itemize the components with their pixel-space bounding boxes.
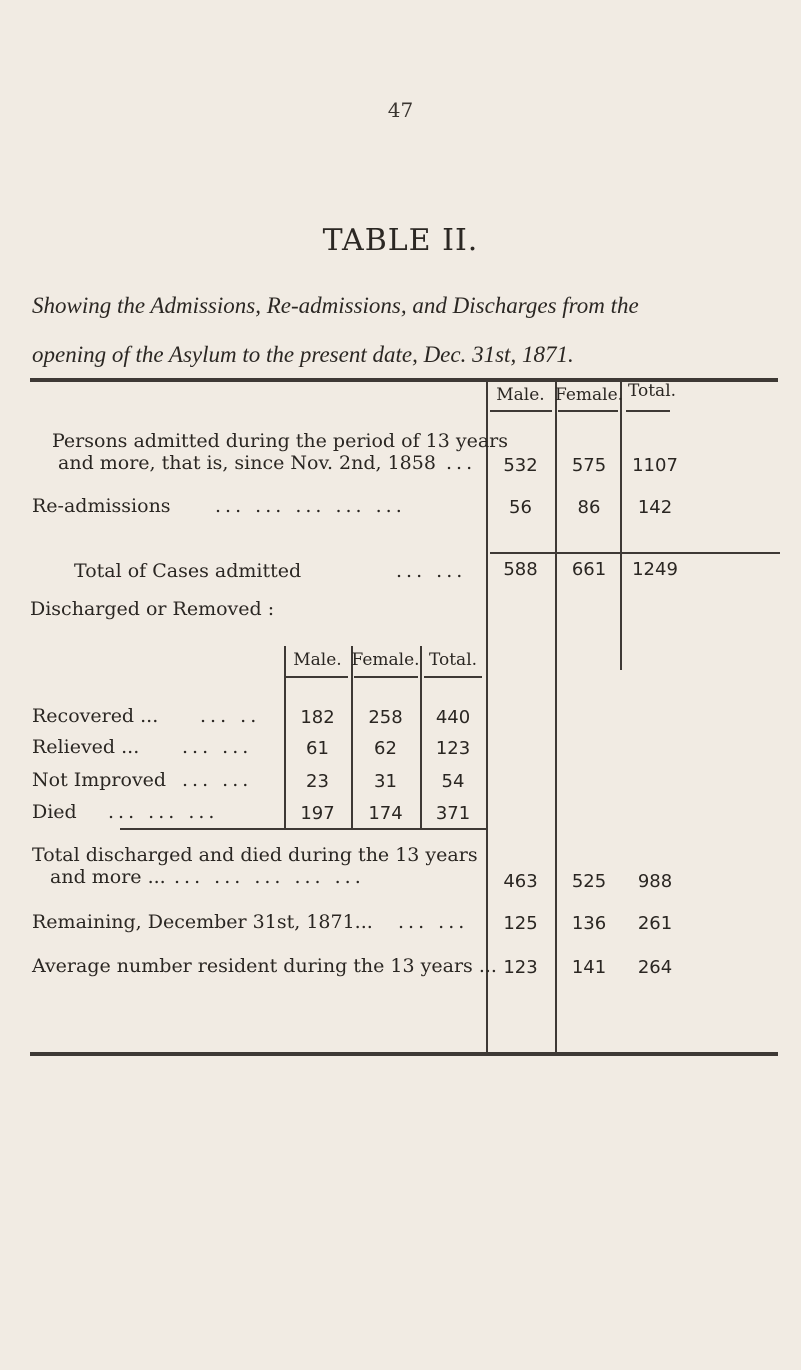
- recovered-total: 440: [435, 707, 471, 728]
- admitted-label-line-1: Persons admitted during the period of 13 years: [52, 430, 508, 452]
- sub-header-underline-total: [424, 676, 482, 678]
- column-divider-middle: [555, 380, 557, 1052]
- admitted-total: 1107: [632, 455, 678, 476]
- average-female: 141: [571, 957, 607, 978]
- total-admitted-total: 1249: [632, 559, 678, 580]
- column-divider-left: [486, 380, 488, 1052]
- relieved-leader-dots: ... ...: [182, 736, 253, 758]
- recovered-male: 182: [300, 707, 335, 728]
- readmissions-leader-dots: ... ... ... ... ...: [215, 495, 406, 517]
- table-title: TABLE II.: [322, 223, 479, 258]
- sub-header-female: Female.: [351, 650, 420, 670]
- subtitle-line-2: opening of the Asylum to the present date, Dec. 31st, 1871.: [32, 342, 574, 367]
- sub-header-underline-female: [354, 676, 418, 678]
- average-label: Average number resident during the 13 years ...: [32, 955, 497, 977]
- readmissions-female: 86: [577, 497, 601, 518]
- table-bottom-rule: [30, 1052, 778, 1056]
- admitted-female: 575: [571, 455, 607, 476]
- remaining-female: 136: [571, 913, 607, 934]
- header-underline-total: [626, 410, 670, 412]
- relieved-male: 61: [306, 738, 329, 759]
- average-total: 264: [637, 957, 673, 978]
- relieved-female: 62: [374, 738, 397, 759]
- subtitle-line-1: Showing the Admissions, Re-admissions, and Discharges from the: [32, 293, 639, 318]
- total-discharged-label-line-2: and more ...: [50, 866, 166, 888]
- remaining-male: 125: [503, 913, 538, 934]
- total-admitted-leader-dots: ... ...: [396, 560, 467, 582]
- sub-table-bottom-rule: [120, 828, 486, 830]
- admitted-label-line-2: and more, that is, since Nov. 2nd, 1858: [58, 452, 436, 474]
- died-leader-dots: ... ... ...: [108, 801, 219, 823]
- total-discharged-total: 988: [637, 871, 673, 892]
- discharged-heading: Discharged or Removed :: [30, 598, 275, 620]
- total-discharged-leader-dots: ... ... ... ... ...: [174, 866, 365, 888]
- total-admitted-female: 661: [571, 559, 607, 580]
- remaining-leader-dots: ... ...: [398, 911, 469, 933]
- recovered-leader-dots: ... ..: [200, 705, 261, 727]
- subtotal-rule: [490, 552, 780, 554]
- relieved-total: 123: [435, 738, 471, 759]
- died-total: 371: [435, 803, 471, 824]
- sub-header-underline-male: [286, 676, 348, 678]
- total-admitted-male: 588: [503, 559, 538, 580]
- readmissions-label: Re-admissions: [32, 495, 171, 517]
- not-improved-male: 23: [306, 771, 329, 792]
- readmissions-total: 142: [637, 497, 673, 518]
- admitted-male: 532: [503, 455, 538, 476]
- header-underline-female: [558, 410, 618, 412]
- average-male: 123: [503, 957, 538, 978]
- header-underline-male: [490, 410, 552, 412]
- total-discharged-female: 525: [571, 871, 607, 892]
- column-divider-right: [620, 380, 622, 670]
- not-improved-female: 31: [374, 771, 397, 792]
- not-improved-leader-dots: ... ...: [182, 769, 253, 791]
- readmissions-male: 56: [509, 497, 532, 518]
- died-male: 197: [300, 803, 335, 824]
- relieved-label: Relieved ...: [32, 736, 140, 758]
- total-discharged-label-line-1: Total discharged and died during the 13 years: [32, 844, 478, 866]
- total-admitted-label: Total of Cases admitted: [74, 560, 302, 582]
- admitted-leader-dots: ...: [446, 452, 477, 474]
- page-number: 47: [387, 98, 414, 122]
- sub-header-male: Male.: [293, 650, 342, 670]
- died-female: 174: [368, 803, 403, 824]
- not-improved-total: 54: [441, 771, 465, 792]
- header-total: Total.: [627, 381, 677, 401]
- remaining-label: Remaining, December 31st, 1871...: [32, 911, 373, 933]
- not-improved-label: Not Improved: [32, 769, 167, 791]
- header-male: Male.: [496, 385, 545, 405]
- remaining-total: 261: [637, 913, 673, 934]
- sub-header-total: Total.: [428, 650, 478, 670]
- total-discharged-male: 463: [503, 871, 538, 892]
- recovered-label: Recovered ...: [32, 705, 159, 727]
- recovered-female: 258: [368, 707, 403, 728]
- header-female: Female.: [555, 385, 624, 405]
- died-label: Died: [32, 801, 77, 823]
